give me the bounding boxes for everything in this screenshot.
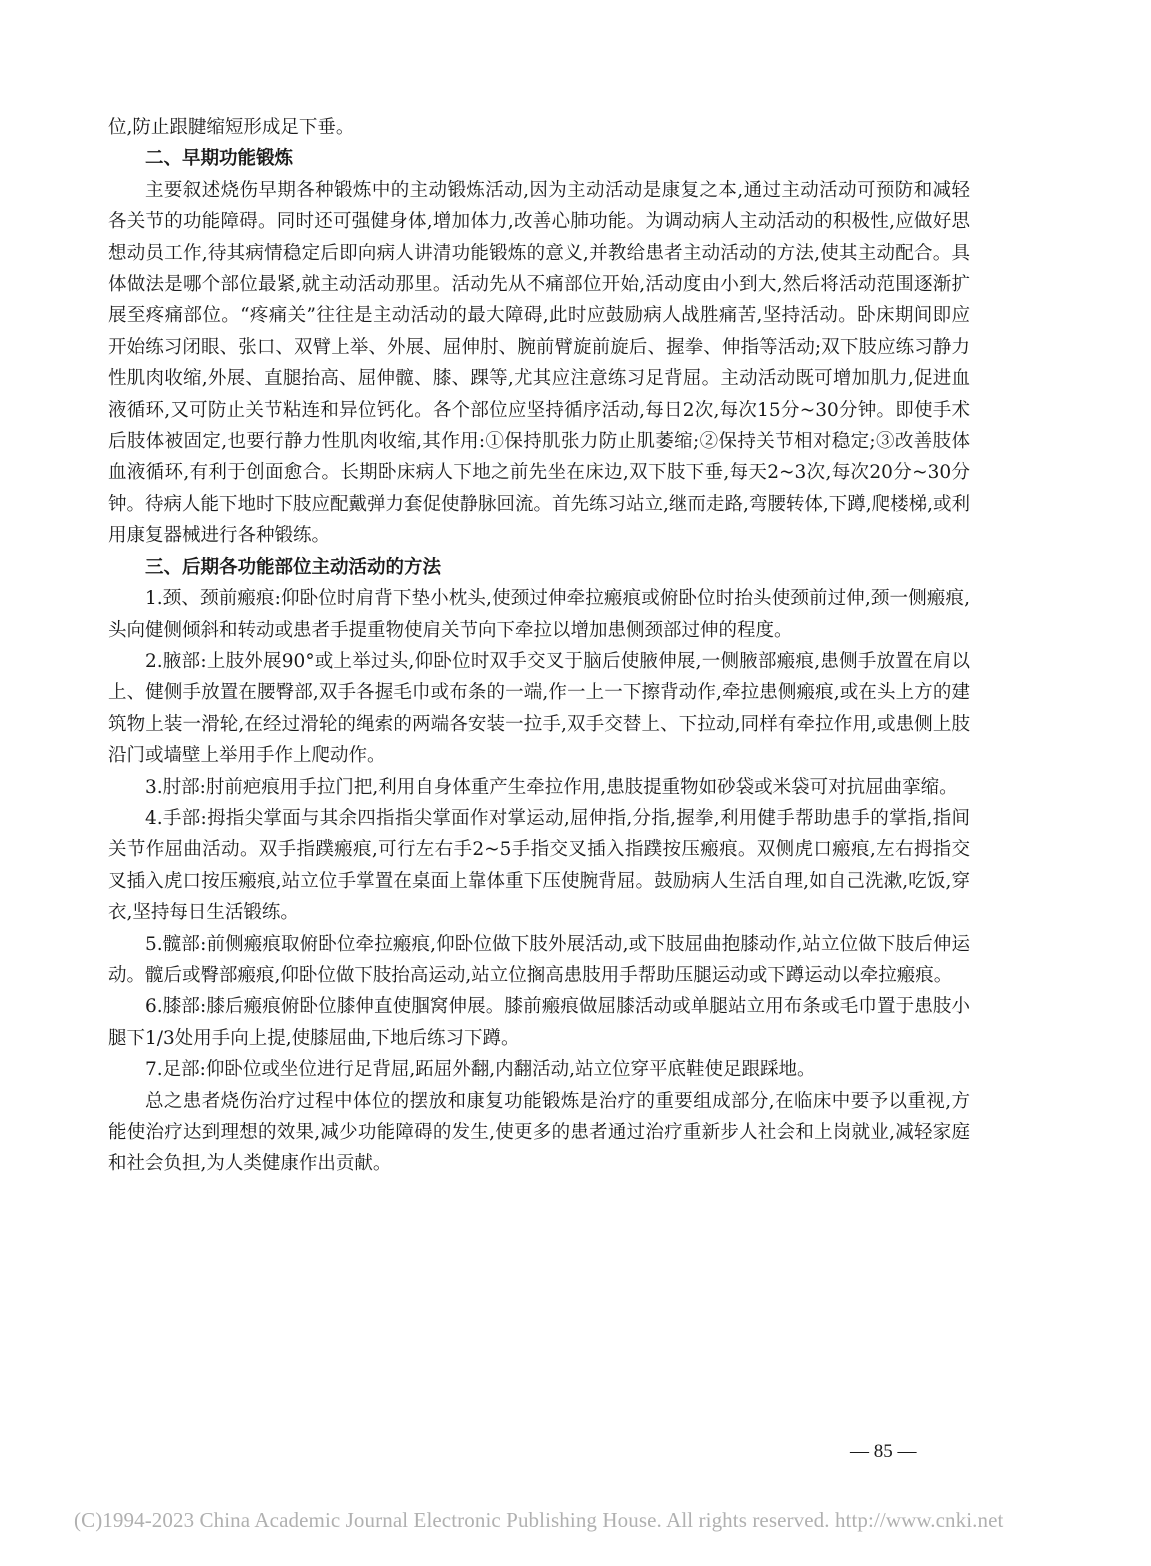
paragraph-knee: 6.膝部:膝后瘢痕俯卧位膝伸直使腘窝伸展。膝前瘢痕做屈膝活动或单腿站立用布条或毛巾置于患肢小腿下1/3处用手向上提,使膝屈曲,下地后练习下蹲。 [108, 996, 970, 1049]
article-body [108, 112, 970, 1180]
page-number: — 85 — [850, 1441, 917, 1462]
section-heading-late-methods: 三、后期各功能部位主动活动的方法 [145, 556, 442, 578]
copyright-footer: (C)1994-2023 China Academic Journal Electronic Publishing House. All rights reserved. http://www.cnki.net [74, 1508, 1004, 1532]
paragraph-elbow: 3.肘部:肘前疤痕用手拉门把,利用自身体重产生牵拉作用,患肢提重物如砂袋或米袋可对抗屈曲挛缩。 [145, 776, 958, 798]
paragraph-foot: 7.足部:仰卧位或坐位进行足背屈,跖屈外翻,内翻活动,站立位穿平底鞋使足跟踩地。 [145, 1059, 816, 1081]
paragraph-early-exercise: 主要叙述烧伤早期各种锻炼中的主动锻炼活动,因为主动活动是康复之本,通过主动活动可预防和减轻各关节的功能障碍。同时还可强健身体,增加体力,改善心肺功能。为调动病人主动活动的积极性,应做好思想动员工作,待其病情稳定后即向病人讲清功能锻炼的意义,并教给患者主动活动的方法,使其主动配合。具体做法是哪个部位最紧,就主动活动那里。活动先从不痛部位开始,活动度由小到大,然后将活动范围逐渐扩展至疼痛部位。“疼痛关”往往是主动活动的最大障碍,此时应鼓励病人战胜痛苦,坚持活动。卧床期间即应开始练习闭眼、张口、双臂上举、外展、屈伸肘、腕前臂旋前旋后、握拳、伸指等活动;双下肢应练习静力性肌肉收缩,外展、直腿抬高、屈伸髋、膝、踝等,尤其应注意练习足背屈。主动活动既可增加肌力,促进血液循环,又可防止关节粘连和异位钙化。各个部位应坚持循序活动,每日2次,每次15分~30分钟。即使手术后肢体被固定,也要行静力性肌肉收缩,其作用:①保持肌张力防止肌萎缩;②保持关节相对稳定;③改善肢体血液循环,有利于创面愈合。长期卧床病人下地之前先坐在床边,双下肢下垂,每天2~3次,每次20分~30分钟。待病人能下地时下肢应配戴弹力套促使静脉回流。首先练习站立,继而走路,弯腰转体,下蹲,爬楼梯,或利用康复器械进行各种锻练。 [108, 179, 970, 547]
section-heading-early-exercise: 二、早期功能锻炼 [145, 148, 294, 170]
paragraph-conclusion: 总之患者烧伤治疗过程中体位的摆放和康复功能锻炼是治疗的重要组成部分,在临床中要予以重视,方能使治疗达到理想的效果,减少功能障碍的发生,使更多的患者通过治疗重新步人社会和上岗就业,减轻家庭和社会负担,为人类健康作出贡献。 [108, 1090, 970, 1175]
paragraph-continuation: 位,防止跟腱缩短形成足下垂。 [108, 117, 355, 138]
paragraph-hip: 5.髋部:前侧瘢痕取俯卧位牵拉瘢痕,仰卧位做下肢外展活动,或下肢屈曲抱膝动作,站立位做下肢后伸运动。髋后或臀部瘢痕,仰卧位做下肢抬高运动,站立位搁高患肢用手帮助压腿运动或下蹲运动以牵拉瘢痕。 [108, 933, 970, 986]
paragraph-axilla: 2.腋部:上肢外展90°或上举过头,仰卧位时双手交叉于脑后使腋伸展,一侧腋部瘢痕,患侧手放置在肩以上、健侧手放置在腰臀部,双手各握毛巾或布条的一端,作一上一下擦背动作,牵拉患侧瘢痕,或在头上方的建筑物上装一滑轮,在经过滑轮的绳索的两端各安装一拉手,双手交替上、下拉动,同样有牵拉作用,或患侧上肢沿门或墙壁上举用手作上爬动作。 [108, 650, 970, 767]
paragraph-hand: 4.手部:拇指尖掌面与其余四指指尖掌面作对掌运动,屈伸指,分指,握拳,利用健手帮助患手的掌指,指间关节作屈曲活动。双手指蹼瘢痕,可行左右手2~5手指交叉插入指蹼按压瘢痕。双侧虎口瘢痕,左右拇指交叉插入虎口按压瘢痕,站立位手掌置在桌面上靠体重下压使腕背屈。鼓励病人生活自理,如自己洗漱,吃饭,穿衣,坚持每日生活锻练。 [108, 807, 970, 924]
paragraph-neck: 1.颈、颈前瘢痕:仰卧位时肩背下垫小枕头,使颈过伸牵拉瘢痕或俯卧位时抬头使颈前过伸,颈一侧瘢痕,头向健侧倾斜和转动或患者手提重物使肩关节向下牵拉以增加患侧颈部过伸的程度。 [108, 588, 970, 641]
